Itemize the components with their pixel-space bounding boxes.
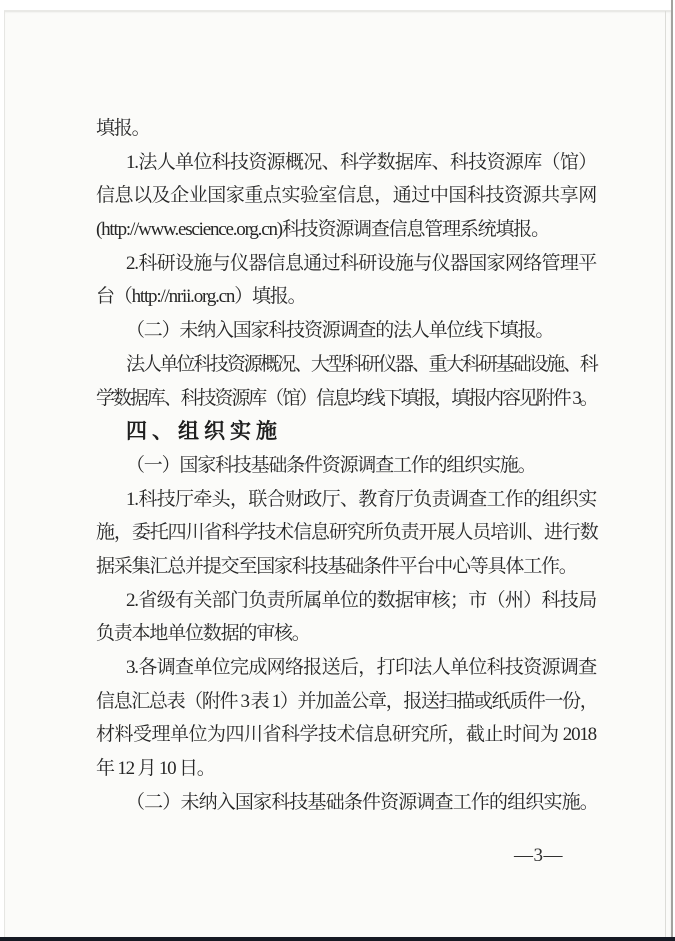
text-line: （二）未纳入国家科技基础条件资源调查工作的组织实施。 bbox=[126, 791, 596, 813]
text-line: 2.科研设施与仪器信息通过科研设施与仪器国家网络管理平 bbox=[126, 252, 596, 274]
text-line: 1.科技厅牵头，联合财政厅、教育厅负责调查工作的组织实 bbox=[126, 488, 596, 510]
text-line: （一）国家科技基础条件资源调查工作的组织实施。 bbox=[126, 454, 536, 476]
text-line: 信息以及企业国家重点实验室信息，通过中国科技资源共享网 bbox=[96, 185, 596, 207]
text-line: 1.法人单位科技资源概况、科学数据库、科技资源库（馆） bbox=[126, 151, 596, 173]
text-line: 年 12 月 10 日。 bbox=[96, 758, 215, 780]
text-line: 材料受理单位为四川省科学技术信息研究所，截止时间为 2018 bbox=[96, 724, 596, 746]
text-line: 3.各调查单位完成网络报送后，打印法人单位科技资源调查 bbox=[126, 657, 596, 678]
page-number: —3— bbox=[514, 845, 563, 866]
page-left-edge-shadow bbox=[4, 11, 5, 937]
section-heading: 四、组织实施 bbox=[126, 420, 282, 444]
text-line: 台（http://nrii.org.cn）填报。 bbox=[96, 286, 306, 308]
text-line: 法人单位科技资源概况、大型科研仪器、重大科研基础设施、科 bbox=[126, 353, 596, 375]
text-line: 负责本地单位数据的审核。 bbox=[96, 623, 310, 645]
text-line: (http://www.escience.org.cn)科技资源调查信息管理系统填报。 bbox=[96, 219, 549, 241]
page-right-edge-dark-line bbox=[671, 0, 673, 941]
text-line: 据采集汇总并提交至国家科技基础条件平台中心等具体工作。 bbox=[96, 555, 577, 577]
page-top-edge-shadow bbox=[4, 10, 671, 12]
document-text-column bbox=[96, 112, 596, 819]
text-line: （二）未纳入国家科技资源调查的法人单位线下填报。 bbox=[126, 320, 554, 342]
page-right-edge-faint-line bbox=[665, 11, 666, 937]
text-line: 施，委托四川省科学技术信息研究所负责开展人员培训、进行数 bbox=[96, 522, 596, 544]
text-line: 填报。 bbox=[96, 118, 150, 139]
text-line: 信息汇总表（附件 3 表 1）并加盖公章，报送扫描或纸质件一份， bbox=[96, 690, 596, 712]
scan-bottom-bar bbox=[0, 937, 675, 941]
text-line: 学数据库、科技资源库（馆）信息均线下填报，填报内容见附件 3。 bbox=[96, 387, 596, 409]
text-line: 2.省级有关部门负责所属单位的数据审核；市（州）科技局 bbox=[126, 589, 596, 611]
